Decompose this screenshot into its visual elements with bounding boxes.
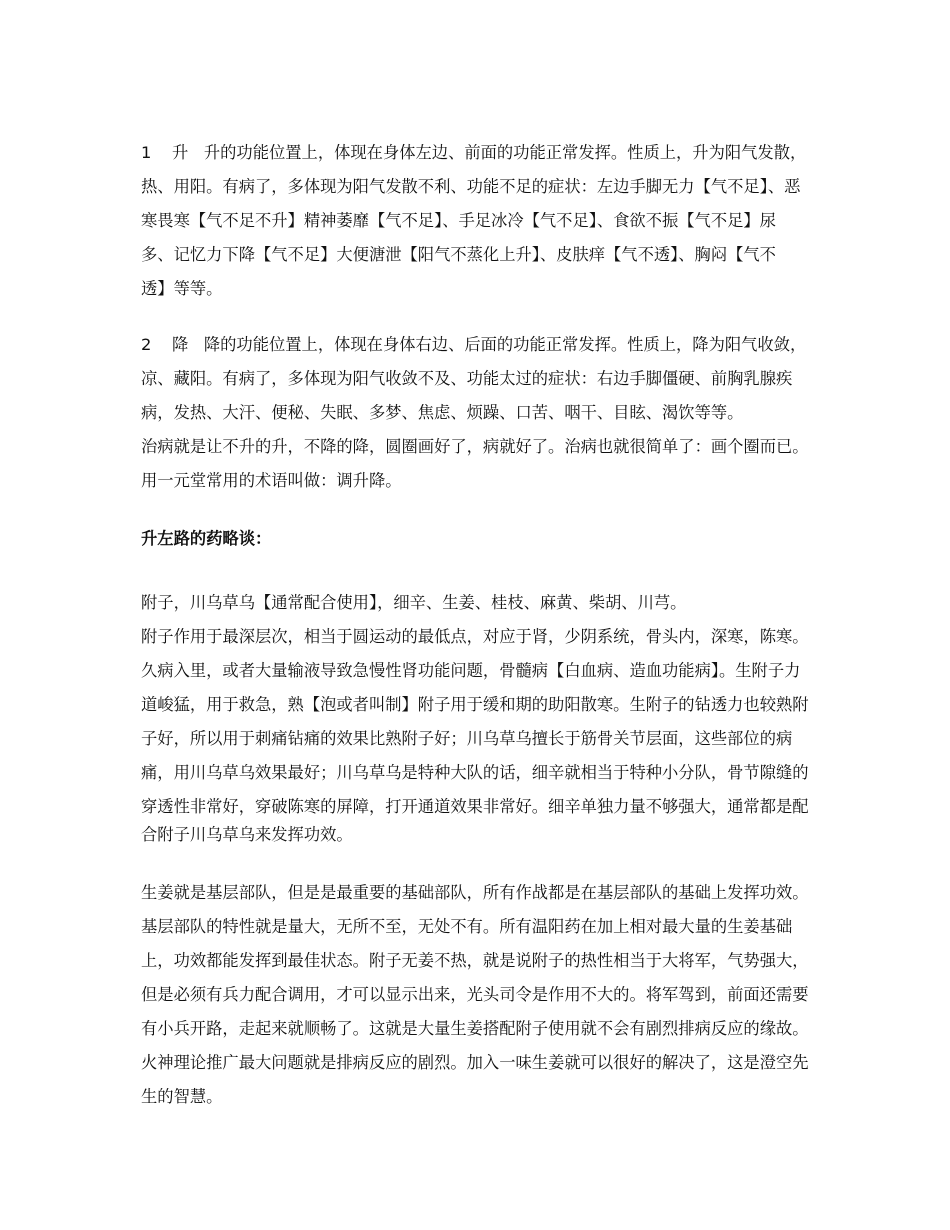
text-line: 穿透性非常好，穿破陈寒的屏障，打开通道效果非常好。细辛单独力量不够强大，通常都是配 <box>141 797 809 816</box>
text-line: 子好，所以用于刺痛钻痛的效果比熟附子好；川乌草乌擅长于筋骨关节层面，这些部位的病 <box>141 729 793 748</box>
text-line: 生姜就是基层部队，但是是最重要的基础部队，所有作战都是在基层部队的基础上发挥功效。 <box>141 883 809 902</box>
text-line: 1 升 升的功能位置上，体现在身体左边、前面的功能正常发挥。性质上，升为阳气发散， <box>141 143 807 162</box>
text-line: 透】等等。 <box>141 279 223 298</box>
text-line: 上，功效都能发挥到最佳状态。附子无姜不热，就是说附子的热性相当于大将军，气势强大， <box>141 951 809 970</box>
text-line: 附子，川乌草乌【通常配合使用】，细辛、生姜、桂枝、麻黄、柴胡、川芎。 <box>141 593 687 612</box>
text-line: 2 降 降的功能位置上，体现在身体右边、后面的功能正常发挥。性质上，降为阳气收敛， <box>141 335 807 354</box>
text-line: 痛，用川乌草乌效果最好；川乌草乌是特种大队的话，细辛就相当于特种小分队，骨节隙缝的 <box>141 763 809 782</box>
text-line: 用一元堂常用的术语叫做：调升降。 <box>141 471 402 490</box>
text-line: 热、用阳。有病了，多体现为阳气发散不利、功能不足的症状：左边手脚无力【气不足】、恶 <box>141 177 801 196</box>
section-heading: 升左路的药略谈： <box>141 529 272 548</box>
text-line: 凉、藏阳。有病了，多体现为阳气收敛不及、功能太过的症状：右边手脚僵硬、前胸乳腺疾 <box>141 369 793 388</box>
text-line: 久病入里，或者大量输液导致急慢性肾功能问题，骨髓病【白血病、造血功能病】。生附子力 <box>141 661 801 680</box>
text-line: 寒畏寒【气不足不升】精神萎靡【气不足】、手足冰冷【气不足】、食欲不振【气不足】尿 <box>141 211 776 230</box>
text-line: 治病就是让不升的升，不降的降，圆圈画好了，病就好了。治病也就很简单了：画个圈而已。 <box>141 437 809 456</box>
text-line: 生的智慧。 <box>141 1087 223 1106</box>
text-line: 病，发热、大汗、便秘、失眠、多梦、焦虑、烦躁、口苦、咽干、目眩、渴饮等等。 <box>141 403 744 422</box>
text-line: 但是必须有兵力配合调用，才可以显示出来，光头司令是作用不大的。将军驾到，前面还需要 <box>141 985 809 1004</box>
text-line: 附子作用于最深层次，相当于圆运动的最低点，对应于肾，少阴系统，骨头内，深寒，陈寒。 <box>141 627 809 646</box>
text-line: 有小兵开路，走起来就顺畅了。这就是大量生姜搭配附子使用就不会有剧烈排病反应的缘故。 <box>141 1019 809 1038</box>
text-line: 合附子川乌草乌来发挥功效。 <box>141 825 353 844</box>
text-line: 多、记忆力下降【气不足】大便溏泄【阳气不蒸化上升】、皮肤痒【气不透】、胸闷【气不 <box>141 245 776 264</box>
text-line: 火神理论推广最大问题就是排病反应的剧烈。加入一味生姜就可以很好的解决了，这是澄空先 <box>141 1053 809 1072</box>
text-line: 道峻猛，用于救急，熟【泡或者叫制】附子用于缓和期的助阳散寒。生附子的钻透力也较熟附 <box>141 695 809 714</box>
text-line: 基层部队的特性就是量大，无所不至，无处不有。所有温阳药在加上相对最大量的生姜基础 <box>141 917 793 936</box>
